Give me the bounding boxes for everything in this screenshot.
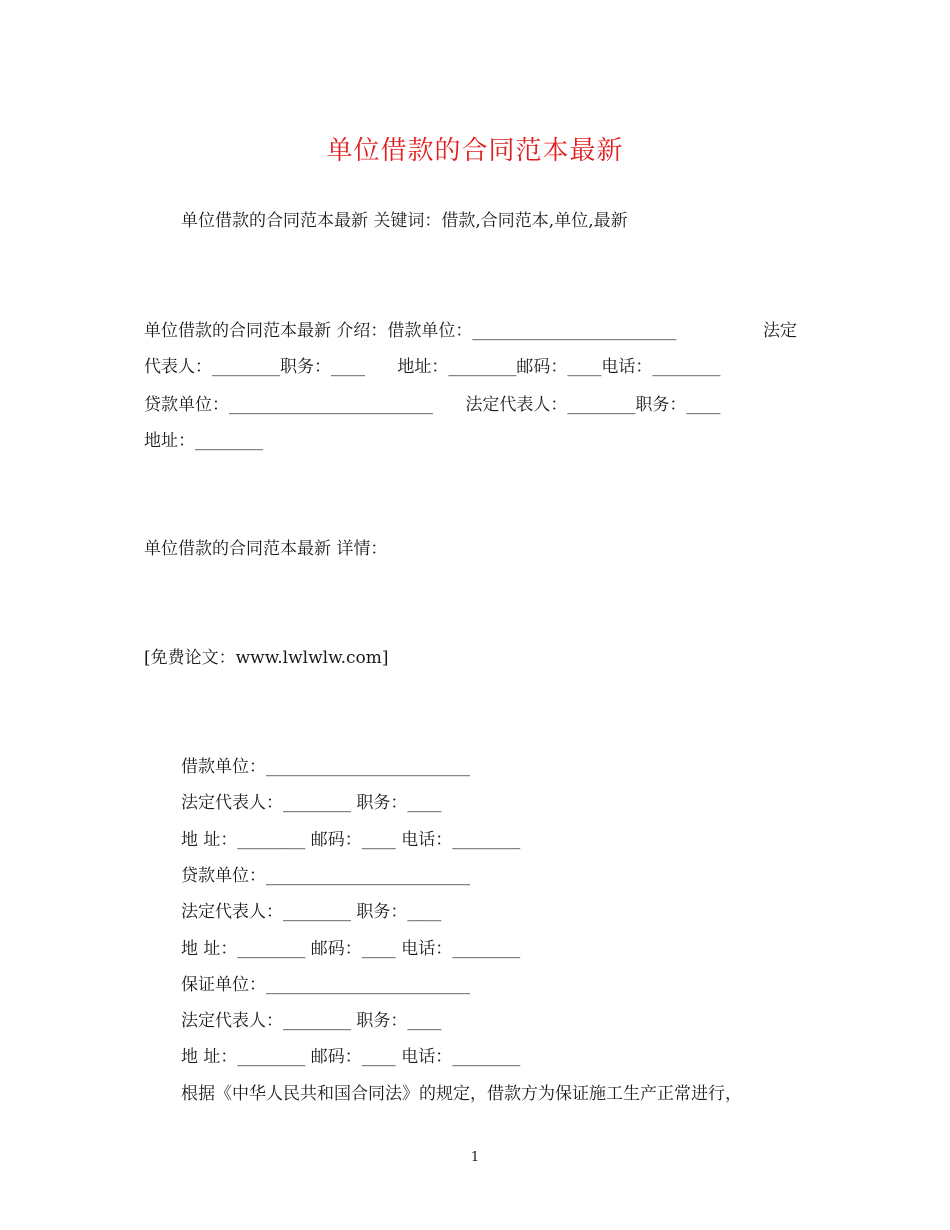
party-line: 贷款单位：________________________ (181, 866, 470, 886)
party-line: 保证单位：________________________ (181, 975, 470, 995)
party-line: 法定代表人：________ 职务：____ (181, 902, 442, 922)
details-heading: 单位借款的合同范本最新 详情： (144, 539, 388, 559)
page-number: 1 (470, 1150, 480, 1165)
intro-line-2: 代表人：________职务：____ 地址：________邮码：____电话：________ (144, 357, 721, 377)
intro-line-1-right: 法定 (763, 321, 797, 341)
intro-line-4: 地址：________ (144, 431, 263, 451)
intro-line-1: 单位借款的合同范本最新 介绍：借款单位：________________________ (144, 321, 677, 341)
body-paragraph: 根据《中华人民共和国合同法》的规定，借款方为保证施工生产正常进行， (181, 1084, 742, 1104)
party-line: 借款单位：________________________ (181, 757, 470, 777)
party-line: 地 址：________ 邮码：____ 电话：________ (181, 939, 521, 959)
party-line: 法定代表人：________ 职务：____ (181, 1011, 442, 1031)
party-line: 法定代表人：________ 职务：____ (181, 793, 442, 813)
source-line: [免费论文：www.lwlwlw.com] (144, 648, 389, 668)
party-line: 地 址：________ 邮码：____ 电话：________ (181, 830, 521, 850)
keywords-line: 单位借款的合同范本最新 关键词：借款,合同范本,单位,最新 (181, 211, 628, 231)
document-title: 单位借款的合同范本最新 (326, 136, 624, 166)
intro-line-3: 贷款单位：________________________ 法定代表人：________职务：____ (144, 395, 721, 415)
party-line: 地 址：________ 邮码：____ 电话：________ (181, 1047, 521, 1067)
